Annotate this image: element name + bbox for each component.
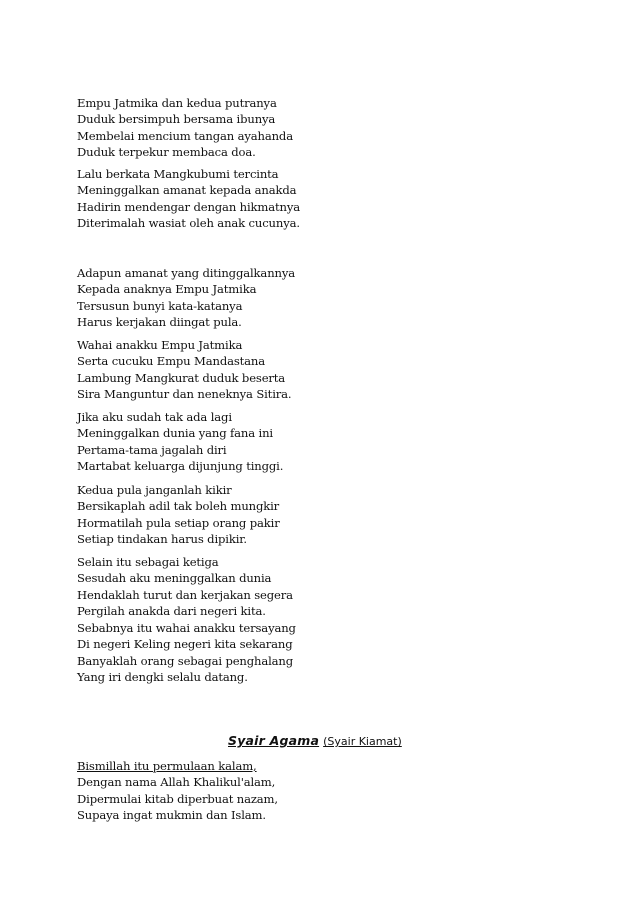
stanza-7: [77, 554, 557, 620]
verse-line: Setiap tindakan harus dipikir.: [77, 532, 247, 547]
verse-line: Pertama-tama jagalah diri: [77, 442, 227, 457]
verse-line: Duduk bersimpuh bersama ibunya: [77, 112, 276, 127]
verse-line: Tersusun bunyi kata-katanya: [77, 298, 243, 313]
verse-line: Lalu berkata Mangkubumi tercinta: [77, 167, 279, 181]
verse-line: Serta cucuku Empu Mandastana: [77, 354, 266, 369]
verse-line: Harus kerjakan diingat pula.: [77, 315, 242, 330]
verse-line: Yang iri dengki selalu datang.: [77, 670, 248, 685]
verse-line: Banyaklah orang sebagai penghalang: [77, 653, 293, 668]
stanza-1: [77, 95, 557, 161]
verse-line: Kepada anaknya Empu Jatmika: [77, 282, 257, 297]
verse-line: Martabat keluarga dijunjung tinggi.: [77, 459, 284, 474]
verse-line: Selain itu sebagai ketiga: [77, 555, 219, 569]
section-title-sub: (Syair Kiamat): [323, 735, 402, 748]
stanza-5: [77, 409, 557, 475]
verse-line: Pergilah anakda dari negeri kita.: [77, 604, 266, 619]
verse-line: Sira Manguntur dan neneknya Sitira.: [77, 387, 292, 402]
verse-line: Bersikaplah adil tak boleh mungkir: [77, 499, 280, 514]
section-title: [228, 730, 402, 749]
verse-line: Meninggalkan dunia yang fana ini: [77, 426, 273, 441]
final-stanza: [77, 758, 557, 824]
verse-line: Diterimalah wasiat oleh anak cucunya.: [77, 216, 300, 231]
verse-line: Hadirin mendengar dengan hikmatnya: [77, 199, 301, 214]
verse-line: Membelai mencium tangan ayahanda: [77, 128, 293, 143]
verse-line: Dipermulai kitab diperbuat nazam,: [77, 791, 278, 806]
verse-line: Supaya ingat mukmin dan Islam.: [77, 808, 266, 823]
verse-line: Kedua pula janganlah kikir: [77, 483, 232, 497]
verse-line: Sebabnya itu wahai anakku tersayang: [77, 621, 296, 635]
stanza-3: [77, 265, 557, 331]
verse-line: Lambung Mangkurat duduk beserta: [77, 370, 286, 385]
stanza-2: [77, 166, 557, 232]
verse-line: Hormatilah pula setiap orang pakir: [77, 515, 280, 530]
section-title-main: Syair Agama: [228, 733, 320, 748]
verse-line: Meninggalkan amanat kepada anakda: [77, 183, 297, 198]
verse-line: Wahai anakku Empu Jatmika: [77, 338, 243, 352]
verse-line: Dengan nama Allah Khalikul'alam,: [77, 775, 276, 790]
stanza-6: [77, 482, 557, 548]
verse-line: Di negeri Keling negeri kita sekarang: [77, 637, 293, 652]
stanza-4: [77, 337, 557, 403]
verse-line: Adapun amanat yang ditinggalkannya: [77, 266, 295, 280]
verse-line: Jika aku sudah tak ada lagi: [77, 410, 232, 424]
verse-line: Empu Jatmika dan kedua putranya: [77, 96, 277, 110]
stanza-8: [77, 620, 557, 686]
verse-line: Duduk terpekur membaca doa.: [77, 145, 256, 160]
verse-line: Hendaklah turut dan kerjakan segera: [77, 587, 293, 602]
verse-line: Bismillah itu permulaan kalam,: [77, 759, 257, 773]
verse-line: Sesudah aku meninggalkan dunia: [77, 571, 272, 586]
